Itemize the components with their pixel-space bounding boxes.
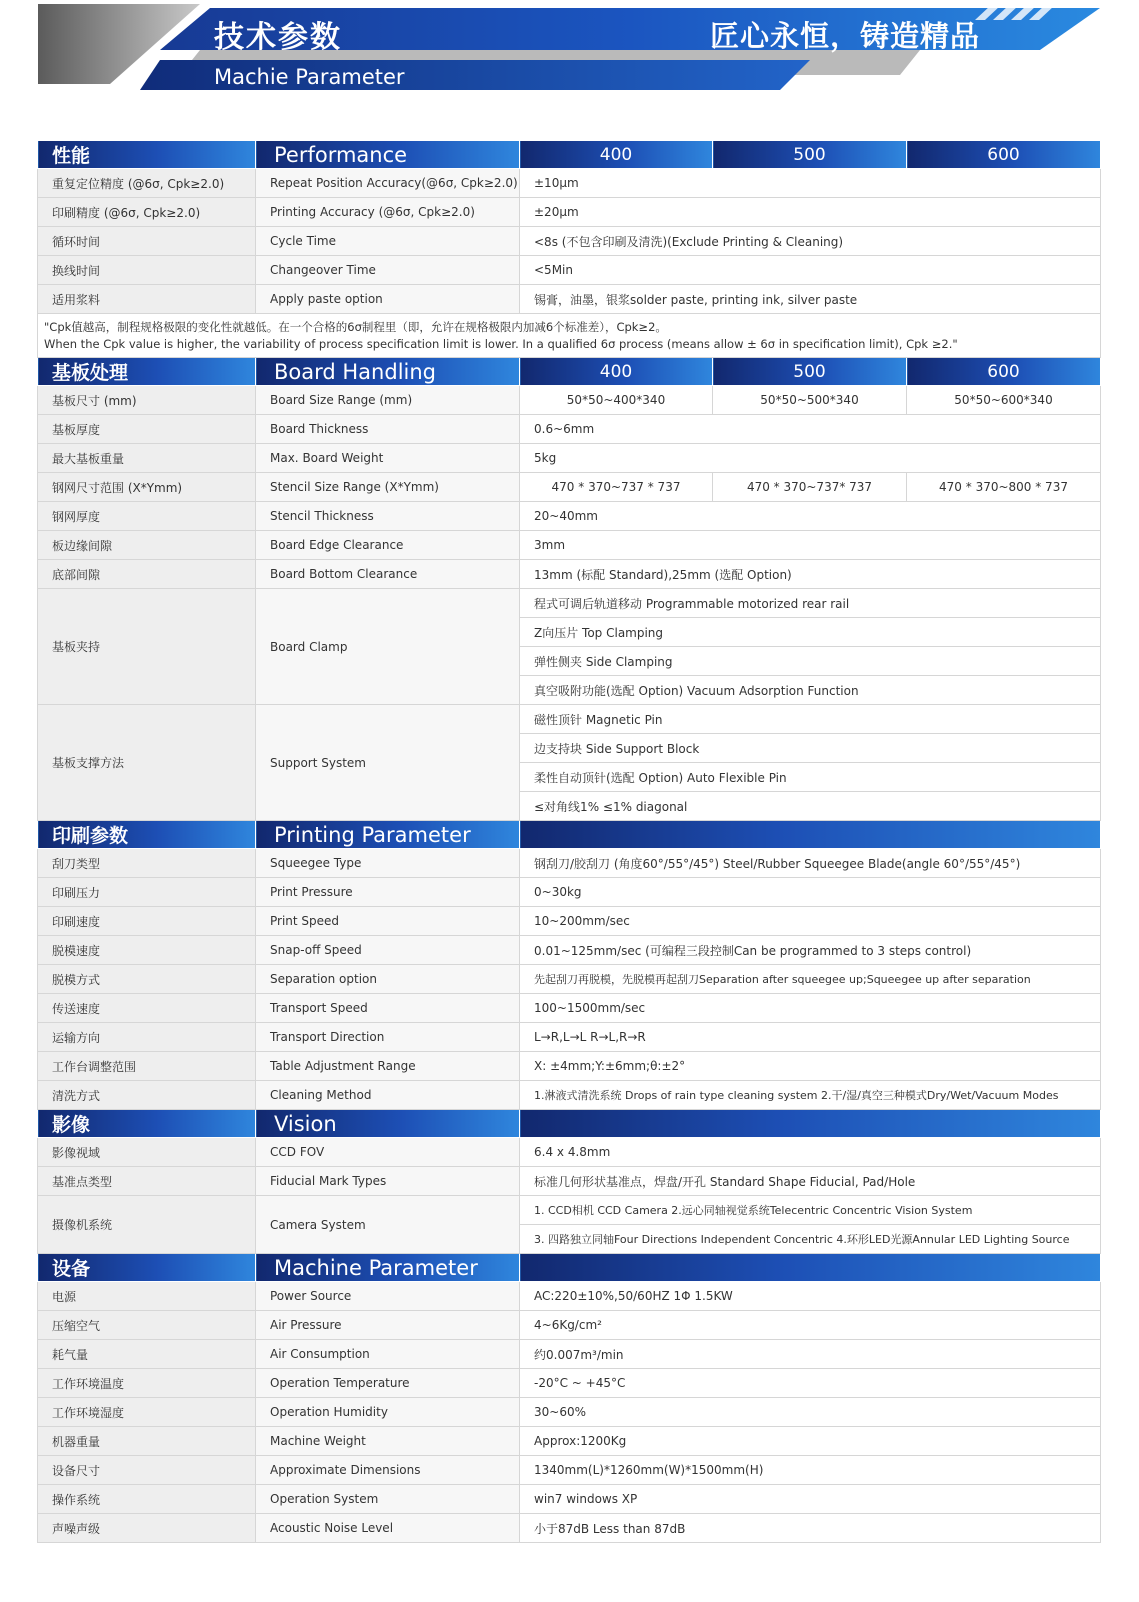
row-label-en: Board Edge Clearance — [256, 531, 520, 560]
board-size-500: 50*50~500*340 — [713, 386, 907, 415]
row-label-en: Operation Humidity — [256, 1398, 520, 1427]
row-value: 标准几何形状基准点，焊盘/开孔 Standard Shape Fiducial, Pad/Hole — [520, 1167, 1101, 1196]
row-label-zh: 摄像机系统 — [38, 1196, 256, 1254]
row-value: Approx:1200Kg — [520, 1427, 1101, 1456]
section-title-zh: 影像 — [38, 1110, 256, 1138]
row-label-en: CCD FOV — [256, 1138, 520, 1167]
row-label-en: Cleaning Method — [256, 1081, 520, 1110]
row-value: ±20μm — [520, 198, 1101, 227]
table-row — [38, 1282, 1101, 1311]
model-500-header: 500 — [713, 141, 907, 169]
row-label-en: Air Pressure — [256, 1311, 520, 1340]
row-label-zh: 工作台调整范围 — [38, 1052, 256, 1081]
row-label-zh: 影像视域 — [38, 1138, 256, 1167]
section-title-zh: 印刷参数 — [38, 821, 256, 849]
row-value: 3. 四路独立同轴Four Directions Independent Concentric 4.环形LED光源Annular LED Lighting Source — [520, 1225, 1101, 1254]
table-row — [38, 994, 1101, 1023]
table-row — [38, 1052, 1101, 1081]
section-header-performance — [38, 141, 1101, 169]
table-row — [38, 444, 1101, 473]
page-subtitle: Machie Parameter — [214, 65, 405, 89]
section-header-printing — [38, 821, 1101, 849]
row-value: 30~60% — [520, 1398, 1101, 1427]
section-title-en: Board Handling — [256, 358, 520, 386]
table-row — [38, 531, 1101, 560]
table-row — [38, 849, 1101, 878]
row-value: L→R,L→L R→L,R→R — [520, 1023, 1101, 1052]
spec-table — [37, 140, 1101, 1543]
row-value: 3mm — [520, 531, 1101, 560]
model-500-header: 500 — [713, 358, 907, 386]
table-row — [38, 1427, 1101, 1456]
row-label-en: Stencil Thickness — [256, 502, 520, 531]
section-header-fill — [520, 1254, 1101, 1282]
section-title-zh: 性能 — [38, 141, 256, 169]
cpk-note — [38, 314, 1101, 358]
section-header-machine — [38, 1254, 1101, 1282]
table-row — [38, 386, 1101, 415]
row-value: <8s (不包含印刷及清洗)(Exclude Printing & Cleaning) — [520, 227, 1101, 256]
model-600-header: 600 — [907, 358, 1101, 386]
header-banner — [0, 0, 1139, 100]
row-label-zh: 压缩空气 — [38, 1311, 256, 1340]
table-row — [38, 256, 1101, 285]
row-value: 5kg — [520, 444, 1101, 473]
row-value: 1. CCD相机 CCD Camera 2.远心同轴视觉系统Telecentric Concentric Vision System — [520, 1196, 1101, 1225]
table-row — [38, 1514, 1101, 1543]
row-label-en: Air Consumption — [256, 1340, 520, 1369]
row-value: 1.淋液式清洗系统 Drops of rain type cleaning system 2.干/湿/真空三种模式Dry/Wet/Vacuum Modes — [520, 1081, 1101, 1110]
row-value: 0.01~125mm/sec (可编程三段控制Can be programmed to 3 steps control) — [520, 936, 1101, 965]
table-row — [38, 473, 1101, 502]
row-label-zh: 基准点类型 — [38, 1167, 256, 1196]
row-label-zh: 基板厚度 — [38, 415, 256, 444]
section-header-vision — [38, 1110, 1101, 1138]
row-label-zh: 声噪声级 — [38, 1514, 256, 1543]
table-row — [38, 285, 1101, 314]
row-value: 边支持块 Side Support Block — [520, 734, 1101, 763]
row-value: 6.4 x 4.8mm — [520, 1138, 1101, 1167]
row-label-en: Print Pressure — [256, 878, 520, 907]
row-label-en: Table Adjustment Range — [256, 1052, 520, 1081]
table-row — [38, 1485, 1101, 1514]
table-row — [38, 936, 1101, 965]
model-600-header: 600 — [907, 141, 1101, 169]
row-label-en: Board Bottom Clearance — [256, 560, 520, 589]
row-label-en: Acoustic Noise Level — [256, 1514, 520, 1543]
board-size-400: 50*50~400*340 — [520, 386, 713, 415]
table-row — [38, 415, 1101, 444]
row-label-zh: 工作环境湿度 — [38, 1398, 256, 1427]
row-value: 10~200mm/sec — [520, 907, 1101, 936]
row-label-en: Transport Speed — [256, 994, 520, 1023]
cpk-note-row — [38, 314, 1101, 358]
section-title-en: Printing Parameter — [256, 821, 520, 849]
row-label-en: Board Thickness — [256, 415, 520, 444]
model-400-header: 400 — [520, 141, 713, 169]
cpk-note-en: When the Cpk value is higher, the variability of process specification limit is lower. In a qualified 6σ process (means allow ± 6σ in specification limit), Cpk ≥2." — [44, 336, 958, 351]
section-title-zh: 基板处理 — [38, 358, 256, 386]
row-value: 100~1500mm/sec — [520, 994, 1101, 1023]
row-value: 1340mm(L)*1260mm(W)*1500mm(H) — [520, 1456, 1101, 1485]
row-label-zh: 操作系统 — [38, 1485, 256, 1514]
row-label-zh: 电源 — [38, 1282, 256, 1311]
row-label-zh: 印刷压力 — [38, 878, 256, 907]
row-label-en: Repeat Position Accuracy(@6σ, Cpk≥2.0) — [256, 169, 520, 198]
row-label-zh: 基板夹持 — [38, 589, 256, 705]
row-label-zh: 运输方向 — [38, 1023, 256, 1052]
section-header-fill — [520, 1110, 1101, 1138]
row-label-zh: 钢网厚度 — [38, 502, 256, 531]
cpk-note-zh: "Cpk值越高，制程规格极限的变化性就越低。在一个合格的6σ制程里（即，允许在规格极限内加减6个标准差），Cpk≥2。 — [44, 319, 667, 334]
table-row — [38, 227, 1101, 256]
table-row — [38, 198, 1101, 227]
row-value: X: ±4mm;Y:±6mm;θ:±2° — [520, 1052, 1101, 1081]
row-label-en: Separation option — [256, 965, 520, 994]
row-label-en: Approximate Dimensions — [256, 1456, 520, 1485]
row-label-zh: 最大基板重量 — [38, 444, 256, 473]
row-label-en: Camera System — [256, 1196, 520, 1254]
row-value: AC:220±10%,50/60HZ 1Φ 1.5KW — [520, 1282, 1101, 1311]
row-label-zh: 底部间隙 — [38, 560, 256, 589]
section-title-zh: 设备 — [38, 1254, 256, 1282]
row-value: 程式可调后轨道移动 Programmable motorized rear rail — [520, 589, 1101, 618]
row-label-zh: 刮刀类型 — [38, 849, 256, 878]
row-value: win7 windows XP — [520, 1485, 1101, 1514]
row-value: 弹性侧夹 Side Clamping — [520, 647, 1101, 676]
row-label-zh: 耗气量 — [38, 1340, 256, 1369]
table-row — [38, 878, 1101, 907]
stencil-size-600: 470 * 370~800 * 737 — [907, 473, 1101, 502]
section-title-en: Machine Parameter — [256, 1254, 520, 1282]
stencil-size-500: 470 * 370~737* 737 — [713, 473, 907, 502]
table-row — [38, 1456, 1101, 1485]
table-row — [38, 1398, 1101, 1427]
table-row — [38, 502, 1101, 531]
row-label-zh: 脱模方式 — [38, 965, 256, 994]
row-label-en: Fiducial Mark Types — [256, 1167, 520, 1196]
row-value: 锡膏，油墨，银浆solder paste, printing ink, silver paste — [520, 285, 1101, 314]
row-label-zh: 机器重量 — [38, 1427, 256, 1456]
row-label-en: Cycle Time — [256, 227, 520, 256]
table-row — [38, 1340, 1101, 1369]
row-label-en: Board Size Range (mm) — [256, 386, 520, 415]
row-label-zh: 基板支撑方法 — [38, 705, 256, 821]
table-row — [38, 1369, 1101, 1398]
row-value: 0~30kg — [520, 878, 1101, 907]
row-label-en: Operation System — [256, 1485, 520, 1514]
row-label-zh: 印刷速度 — [38, 907, 256, 936]
row-value: 柔性自动顶针(选配 Option) Auto Flexible Pin — [520, 763, 1101, 792]
row-label-en: Operation Temperature — [256, 1369, 520, 1398]
row-label-en: Changeover Time — [256, 256, 520, 285]
row-label-en: Machine Weight — [256, 1427, 520, 1456]
row-label-en: Support System — [256, 705, 520, 821]
row-label-zh: 设备尺寸 — [38, 1456, 256, 1485]
row-label-zh: 工作环境温度 — [38, 1369, 256, 1398]
table-row — [38, 1167, 1101, 1196]
row-value: 磁性顶针 Magnetic Pin — [520, 705, 1101, 734]
row-label-en: Stencil Size Range (X*Ymm) — [256, 473, 520, 502]
board-size-600: 50*50~600*340 — [907, 386, 1101, 415]
row-value: <5Min — [520, 256, 1101, 285]
row-label-en: Printing Accuracy (@6σ, Cpk≥2.0) — [256, 198, 520, 227]
row-value: ≤对角线1% ≤1% diagonal — [520, 792, 1101, 821]
row-label-zh: 适用浆料 — [38, 285, 256, 314]
section-title-en: Performance — [256, 141, 520, 169]
section-title-en: Vision — [256, 1110, 520, 1138]
row-value: Z向压片 Top Clamping — [520, 618, 1101, 647]
row-label-zh: 重复定位精度 (@6σ, Cpk≥2.0) — [38, 169, 256, 198]
row-label-zh: 板边缘间隙 — [38, 531, 256, 560]
row-value: 13mm (标配 Standard),25mm (选配 Option) — [520, 560, 1101, 589]
row-label-en: Squeegee Type — [256, 849, 520, 878]
table-row — [38, 907, 1101, 936]
row-label-zh: 换线时间 — [38, 256, 256, 285]
row-value: ±10μm — [520, 169, 1101, 198]
row-label-en: Apply paste option — [256, 285, 520, 314]
model-400-header: 400 — [520, 358, 713, 386]
table-row — [38, 1196, 1101, 1225]
row-value: 先起刮刀再脱模，先脱模再起刮刀Separation after squeegee up;Squeegee up after separation — [520, 965, 1101, 994]
table-row — [38, 1023, 1101, 1052]
row-label-zh: 钢网尺寸范围 (X*Ymm) — [38, 473, 256, 502]
table-row — [38, 169, 1101, 198]
section-header-fill — [520, 821, 1101, 849]
table-row — [38, 560, 1101, 589]
table-row — [38, 965, 1101, 994]
row-label-en: Print Speed — [256, 907, 520, 936]
section-header-board-handling — [38, 358, 1101, 386]
table-row — [38, 1138, 1101, 1167]
row-label-en: Board Clamp — [256, 589, 520, 705]
row-label-en: Power Source — [256, 1282, 520, 1311]
stencil-size-400: 470 * 370~737 * 737 — [520, 473, 713, 502]
page-title: 技术参数 — [214, 20, 342, 55]
row-value: 约0.007m³/min — [520, 1340, 1101, 1369]
row-value: -20°C ~ +45°C — [520, 1369, 1101, 1398]
row-value: 真空吸附功能(选配 Option) Vacuum Adsorption Function — [520, 676, 1101, 705]
row-label-zh: 循环时间 — [38, 227, 256, 256]
table-row — [38, 589, 1101, 618]
row-label-en: Snap-off Speed — [256, 936, 520, 965]
row-label-en: Transport Direction — [256, 1023, 520, 1052]
row-value: 钢刮刀/胶刮刀 (角度60°/55°/45°) Steel/Rubber Squeegee Blade(angle 60°/55°/45°) — [520, 849, 1101, 878]
page-slogan: 匠心永恒，铸造精品 — [710, 19, 981, 53]
row-value: 4~6Kg/cm² — [520, 1311, 1101, 1340]
table-row — [38, 1311, 1101, 1340]
row-label-zh: 传送速度 — [38, 994, 256, 1023]
row-value: 20~40mm — [520, 502, 1101, 531]
table-row — [38, 1081, 1101, 1110]
row-label-zh: 脱模速度 — [38, 936, 256, 965]
row-value: 小于87dB Less than 87dB — [520, 1514, 1101, 1543]
row-label-en: Max. Board Weight — [256, 444, 520, 473]
table-row — [38, 705, 1101, 734]
row-label-zh: 印刷精度 (@6σ, Cpk≥2.0) — [38, 198, 256, 227]
row-label-zh: 基板尺寸 (mm) — [38, 386, 256, 415]
row-value: 0.6~6mm — [520, 415, 1101, 444]
row-label-zh: 清洗方式 — [38, 1081, 256, 1110]
